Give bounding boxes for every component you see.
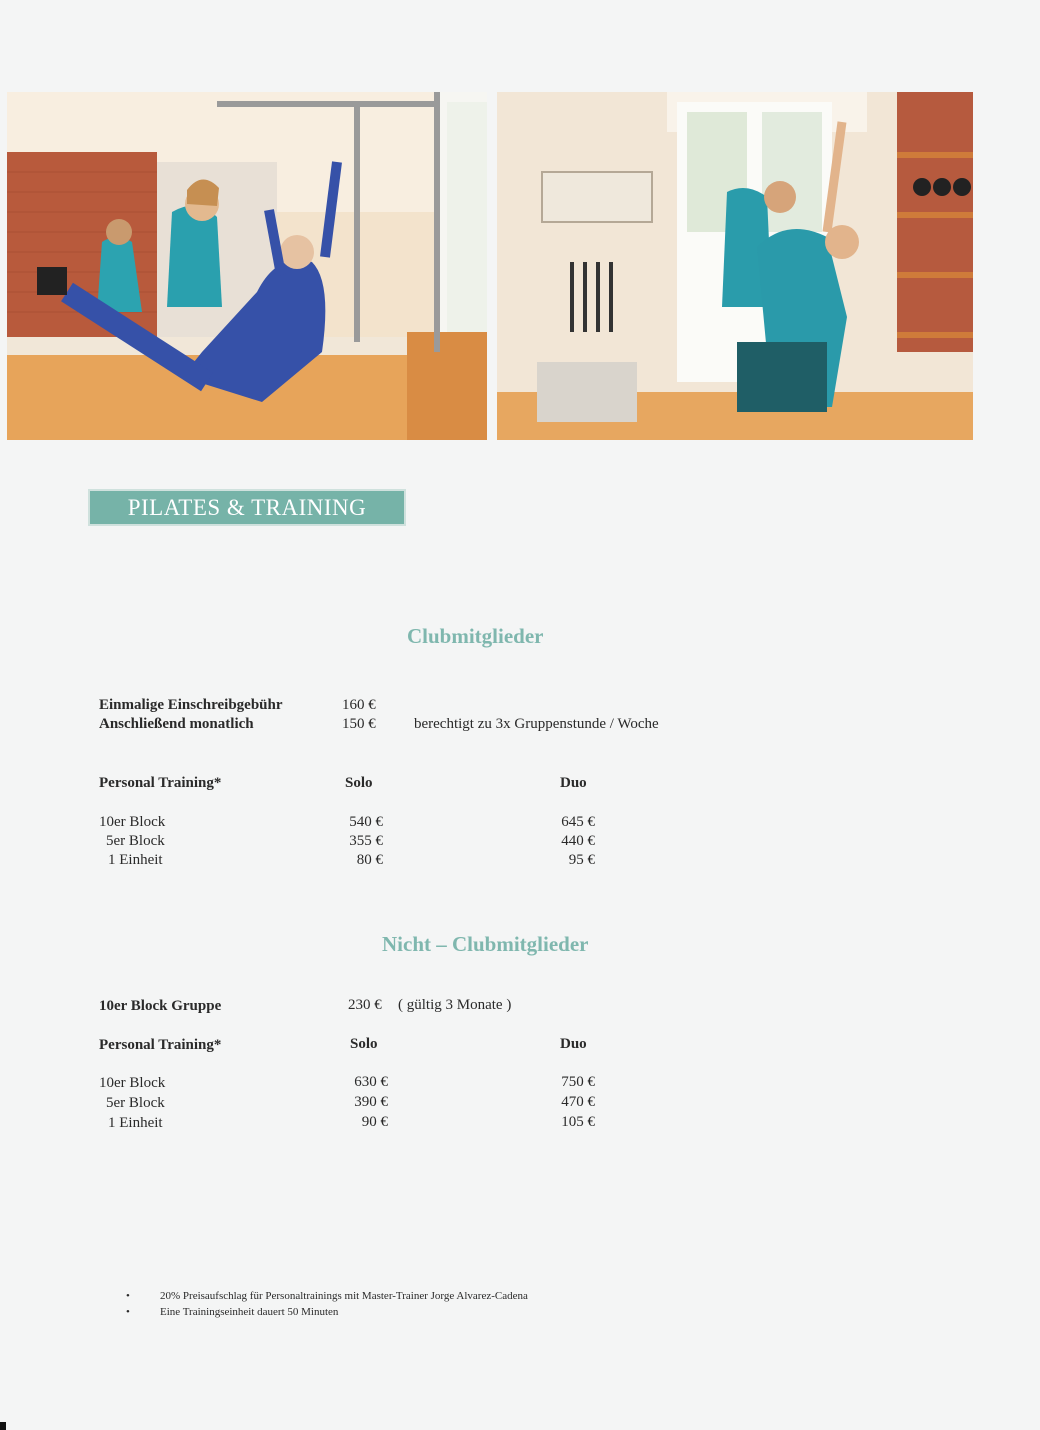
scan-edge-mark: [0, 1422, 6, 1430]
nonmembers-solo-header: Solo: [350, 1036, 378, 1052]
bullet-icon: •: [126, 1306, 130, 1318]
members-row-duo: 440 €: [561, 833, 595, 849]
group-block-note: ( gültig 3 Monate ): [398, 997, 512, 1013]
brand-logo-text: PILATES & TRAINING: [127, 494, 367, 520]
members-row-solo: 80 €: [356, 852, 383, 868]
nonmembers-row-duo: 105 €: [561, 1114, 595, 1130]
members-row-solo: 355 €: [349, 833, 383, 849]
members-row-duo: 95 €: [568, 852, 595, 868]
group-block-label: 10er Block Gruppe: [99, 998, 222, 1014]
monthly-fee-label: Anschließend monatlich: [99, 716, 254, 732]
photo-cadillac-training: [7, 92, 487, 440]
members-row-label: 1 Einheit: [108, 852, 163, 868]
monthly-fee-note: berechtigt zu 3x Gruppenstunde / Woche: [414, 716, 659, 732]
nonmembers-duo-header: Duo: [560, 1036, 587, 1052]
enrollment-fee-label: Einmalige Einschreibgebühr: [99, 697, 283, 713]
members-row-label: 5er Block: [106, 833, 165, 849]
group-block-price: 230 €: [348, 997, 382, 1013]
nonmembers-row-label: 10er Block: [99, 1075, 166, 1091]
members-solo-header: Solo: [345, 775, 373, 791]
nonmembers-row-solo: 90 €: [361, 1114, 388, 1130]
footnote-item: [126, 1288, 528, 1304]
monthly-fee-price: 150 €: [342, 716, 376, 732]
members-duo-header: Duo: [560, 775, 587, 791]
enrollment-fee-price: 160 €: [342, 697, 376, 713]
nonmembers-row-duo: 470 €: [561, 1094, 595, 1110]
members-row-solo: 540 €: [349, 814, 383, 830]
nonmembers-row-duo: 750 €: [561, 1074, 595, 1090]
brand-logo: [88, 489, 406, 526]
nonmembers-heading: Nicht – Clubmitglieder: [382, 932, 589, 956]
members-heading: Clubmitglieder: [407, 624, 544, 648]
members-row-duo: 645 €: [561, 814, 595, 830]
nonmembers-row-label: 5er Block: [106, 1095, 165, 1111]
members-pt-header: Personal Training*: [99, 775, 222, 791]
nonmembers-row-solo: 630 €: [354, 1074, 388, 1090]
footnotes: [126, 1288, 528, 1320]
footnote-text: 20% Preisaufschlag für Personaltrainings mit Master-Trainer Jorge Alvarez-Cadena: [160, 1290, 528, 1302]
bullet-icon: •: [126, 1290, 130, 1302]
nonmembers-pt-header: Personal Training*: [99, 1037, 222, 1053]
nonmembers-row-label: 1 Einheit: [108, 1115, 163, 1131]
footnote-text: Eine Trainingseinheit dauert 50 Minuten: [160, 1306, 339, 1318]
members-row-label: 10er Block: [99, 814, 166, 830]
photo-reformer-training: [497, 92, 973, 440]
footnote-item: [126, 1304, 528, 1320]
nonmembers-row-solo: 390 €: [354, 1094, 388, 1110]
